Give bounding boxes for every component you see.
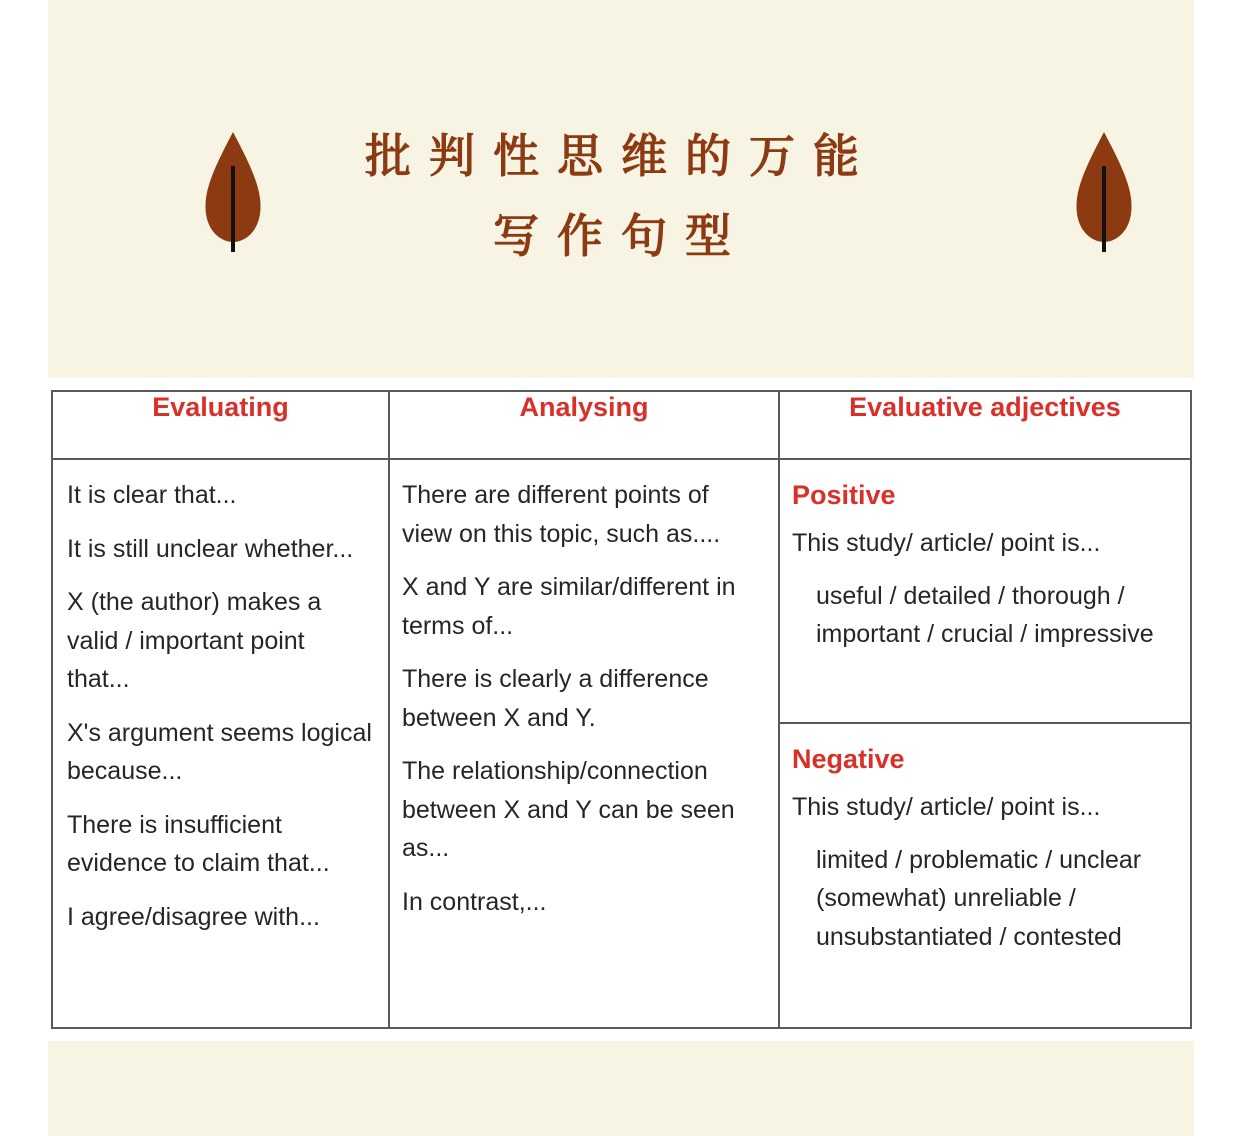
column-header-analysing: Analysing bbox=[389, 391, 779, 459]
positive-section bbox=[780, 460, 1190, 724]
page-title: 批判性思维的万能 bbox=[365, 129, 877, 183]
list-item: There is clearly a difference between X and Y. bbox=[402, 665, 709, 732]
page-subtitle: 写作句型 bbox=[493, 209, 749, 263]
list-item: There are different points of view on this topic, such as.... bbox=[402, 481, 721, 548]
positive-heading: Positive bbox=[792, 480, 896, 510]
list-item: In contrast,... bbox=[402, 887, 547, 916]
table-header-row bbox=[52, 391, 1191, 459]
footer-band bbox=[48, 1041, 1194, 1136]
negative-intro: This study/ article/ point is... bbox=[792, 793, 1101, 821]
column-header-evaluating: Evaluating bbox=[52, 391, 389, 459]
list-item: X (the author) makes a valid / important point that... bbox=[67, 588, 322, 693]
evaluating-column bbox=[52, 459, 389, 1028]
phrases-table bbox=[51, 390, 1192, 1029]
list-item: There is insufficient evidence to claim that... bbox=[67, 810, 330, 877]
positive-words: useful / detailed / thorough / important / crucial / impressive bbox=[816, 581, 1154, 648]
positive-intro: This study/ article/ point is... bbox=[792, 529, 1101, 557]
list-item: It is still unclear whether... bbox=[67, 534, 354, 563]
adjectives-column bbox=[779, 459, 1191, 1028]
list-item: X and Y are similar/different in terms of... bbox=[402, 573, 736, 640]
table-body-row bbox=[52, 459, 1191, 1028]
list-item: X's argument seems logical because... bbox=[67, 718, 372, 785]
analysing-column bbox=[389, 459, 779, 1028]
negative-heading: Negative bbox=[792, 744, 905, 774]
list-item: It is clear that... bbox=[67, 481, 237, 509]
negative-section bbox=[780, 724, 1190, 956]
list-item: The relationship/connection between X and Y can be seen as... bbox=[402, 757, 735, 862]
column-header-adjectives: Evaluative adjectives bbox=[779, 391, 1191, 459]
list-item: I agree/disagree with... bbox=[67, 902, 320, 931]
negative-words: limited / problematic / unclear (somewhat) unreliable / unsubstantiated / contested bbox=[816, 845, 1142, 951]
title-banner bbox=[48, 0, 1194, 378]
